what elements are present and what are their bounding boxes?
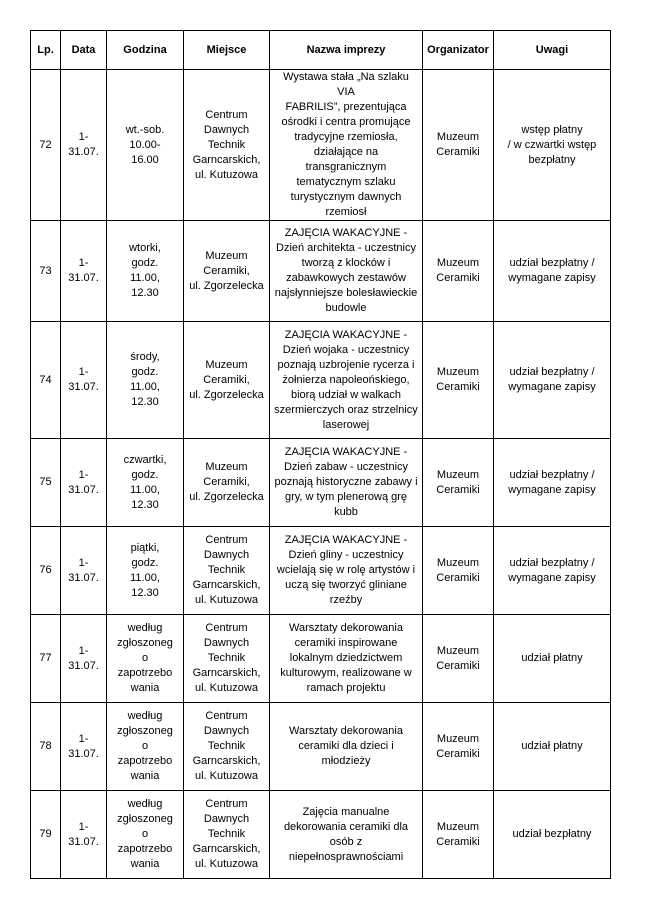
- cell-data: 1-31.07.: [61, 703, 107, 791]
- cell-nazwa-imprezy: Wystawa stała „Na szlaku VIA FABRILIS”, prezentująca ośrodki i centra promujące tradycyjne rzemiosła, działające na transgranicznym tematycznym szlaku turystycznym dawnych rzemiosł: [270, 70, 423, 221]
- cell-data: 1-31.07.: [61, 615, 107, 703]
- cell-godzina: piątki, godz. 11.00, 12.30: [107, 527, 184, 615]
- cell-uwagi: wstęp płatny / w czwartki wstęp bezpłatny: [494, 70, 611, 221]
- cell-miejsce: Muzeum Ceramiki, ul. Zgorzelecka: [184, 322, 270, 439]
- cell-uwagi: udział bezpłatny / wymagane zapisy: [494, 322, 611, 439]
- cell-uwagi: udział płatny: [494, 703, 611, 791]
- header-miejsce: Miejsce: [184, 31, 270, 70]
- cell-godzina: wt.-sob. 10.00- 16.00: [107, 70, 184, 221]
- cell-miejsce: Centrum Dawnych Technik Garncarskich, ul. Kutuzowa: [184, 70, 270, 221]
- cell-uwagi: udział bezpłatny / wymagane zapisy: [494, 221, 611, 322]
- cell-uwagi: udział bezpłatny / wymagane zapisy: [494, 439, 611, 527]
- cell-lp: 73: [31, 221, 61, 322]
- cell-godzina: według zgłoszoneg o zapotrzebo wania: [107, 791, 184, 879]
- header-row: [31, 31, 611, 70]
- cell-uwagi: udział bezpłatny / wymagane zapisy: [494, 527, 611, 615]
- cell-organizator: Muzeum Ceramiki: [423, 615, 494, 703]
- cell-nazwa-imprezy: ZAJĘCIA WAKACYJNE - Dzień architekta - uczestnicy tworzą z klocków i zabawkowych zestawów najsłynniejsze bolesławieckie budowle: [270, 221, 423, 322]
- cell-lp: 74: [31, 322, 61, 439]
- cell-godzina: według zgłoszoneg o zapotrzebo wania: [107, 703, 184, 791]
- cell-lp: 76: [31, 527, 61, 615]
- cell-organizator: Muzeum Ceramiki: [423, 322, 494, 439]
- cell-organizator: Muzeum Ceramiki: [423, 791, 494, 879]
- cell-organizator: Muzeum Ceramiki: [423, 221, 494, 322]
- table-row: [31, 70, 611, 221]
- table-row: [31, 439, 611, 527]
- cell-organizator: Muzeum Ceramiki: [423, 439, 494, 527]
- table-row: [31, 527, 611, 615]
- cell-nazwa-imprezy: ZAJĘCIA WAKACYJNE - Dzień gliny - uczestnicy wcielają się w rolę artystów i uczą się tworzyć gliniane rzeźby: [270, 527, 423, 615]
- cell-nazwa-imprezy: Warsztaty dekorowania ceramiki dla dzieci i młodzieży: [270, 703, 423, 791]
- header-nazwa-imprezy: Nazwa imprezy: [270, 31, 423, 70]
- cell-data: 1-31.07.: [61, 791, 107, 879]
- cell-data: 1-31.07.: [61, 322, 107, 439]
- cell-godzina: czwartki, godz. 11.00, 12.30: [107, 439, 184, 527]
- cell-miejsce: Muzeum Ceramiki, ul. Zgorzelecka: [184, 221, 270, 322]
- cell-data: 1-31.07.: [61, 70, 107, 221]
- table-row: [31, 703, 611, 791]
- cell-data: 1-31.07.: [61, 439, 107, 527]
- cell-data: 1-31.07.: [61, 221, 107, 322]
- cell-godzina: według zgłoszoneg o zapotrzebo wania: [107, 615, 184, 703]
- cell-uwagi: udział płatny: [494, 615, 611, 703]
- cell-miejsce: Centrum Dawnych Technik Garncarskich, ul. Kutuzowa: [184, 703, 270, 791]
- cell-miejsce: Muzeum Ceramiki, ul. Zgorzelecka: [184, 439, 270, 527]
- table-row: [31, 221, 611, 322]
- table-row: [31, 322, 611, 439]
- cell-lp: 79: [31, 791, 61, 879]
- cell-organizator: Muzeum Ceramiki: [423, 70, 494, 221]
- table-row: [31, 791, 611, 879]
- cell-miejsce: Centrum Dawnych Technik Garncarskich, ul. Kutuzowa: [184, 791, 270, 879]
- cell-data: 1-31.07.: [61, 527, 107, 615]
- header-uwagi: Uwagi: [494, 31, 611, 70]
- cell-nazwa-imprezy: Zajęcia manualne dekorowania ceramiki dla osób z niepełnosprawnościami: [270, 791, 423, 879]
- cell-uwagi: udział bezpłatny: [494, 791, 611, 879]
- cell-godzina: środy, godz. 11.00, 12.30: [107, 322, 184, 439]
- cell-miejsce: Centrum Dawnych Technik Garncarskich, ul. Kutuzowa: [184, 527, 270, 615]
- header-organizator: Organizator: [423, 31, 494, 70]
- cell-lp: 75: [31, 439, 61, 527]
- cell-nazwa-imprezy: ZAJĘCIA WAKACYJNE - Dzień wojaka - uczestnicy poznają uzbrojenie rycerza i żołnierza napoleońskiego, biorą udział w walkach szermierczych oraz strzelnicy laserowej: [270, 322, 423, 439]
- cell-lp: 78: [31, 703, 61, 791]
- header-godzina: Godzina: [107, 31, 184, 70]
- events-table: [30, 30, 611, 879]
- table-row: [31, 615, 611, 703]
- cell-organizator: Muzeum Ceramiki: [423, 527, 494, 615]
- header-lp: Lp.: [31, 31, 61, 70]
- cell-nazwa-imprezy: ZAJĘCIA WAKACYJNE - Dzień zabaw - uczestnicy poznają historyczne zabawy i gry, w tym plenerową grę kubb: [270, 439, 423, 527]
- cell-miejsce: Centrum Dawnych Technik Garncarskich, ul. Kutuzowa: [184, 615, 270, 703]
- cell-organizator: Muzeum Ceramiki: [423, 703, 494, 791]
- cell-godzina: wtorki, godz. 11.00, 12.30: [107, 221, 184, 322]
- cell-lp: 72: [31, 70, 61, 221]
- header-data: Data: [61, 31, 107, 70]
- cell-lp: 77: [31, 615, 61, 703]
- cell-nazwa-imprezy: Warsztaty dekorowania ceramiki inspirowane lokalnym dziedzictwem kulturowym, realizowane w ramach projektu: [270, 615, 423, 703]
